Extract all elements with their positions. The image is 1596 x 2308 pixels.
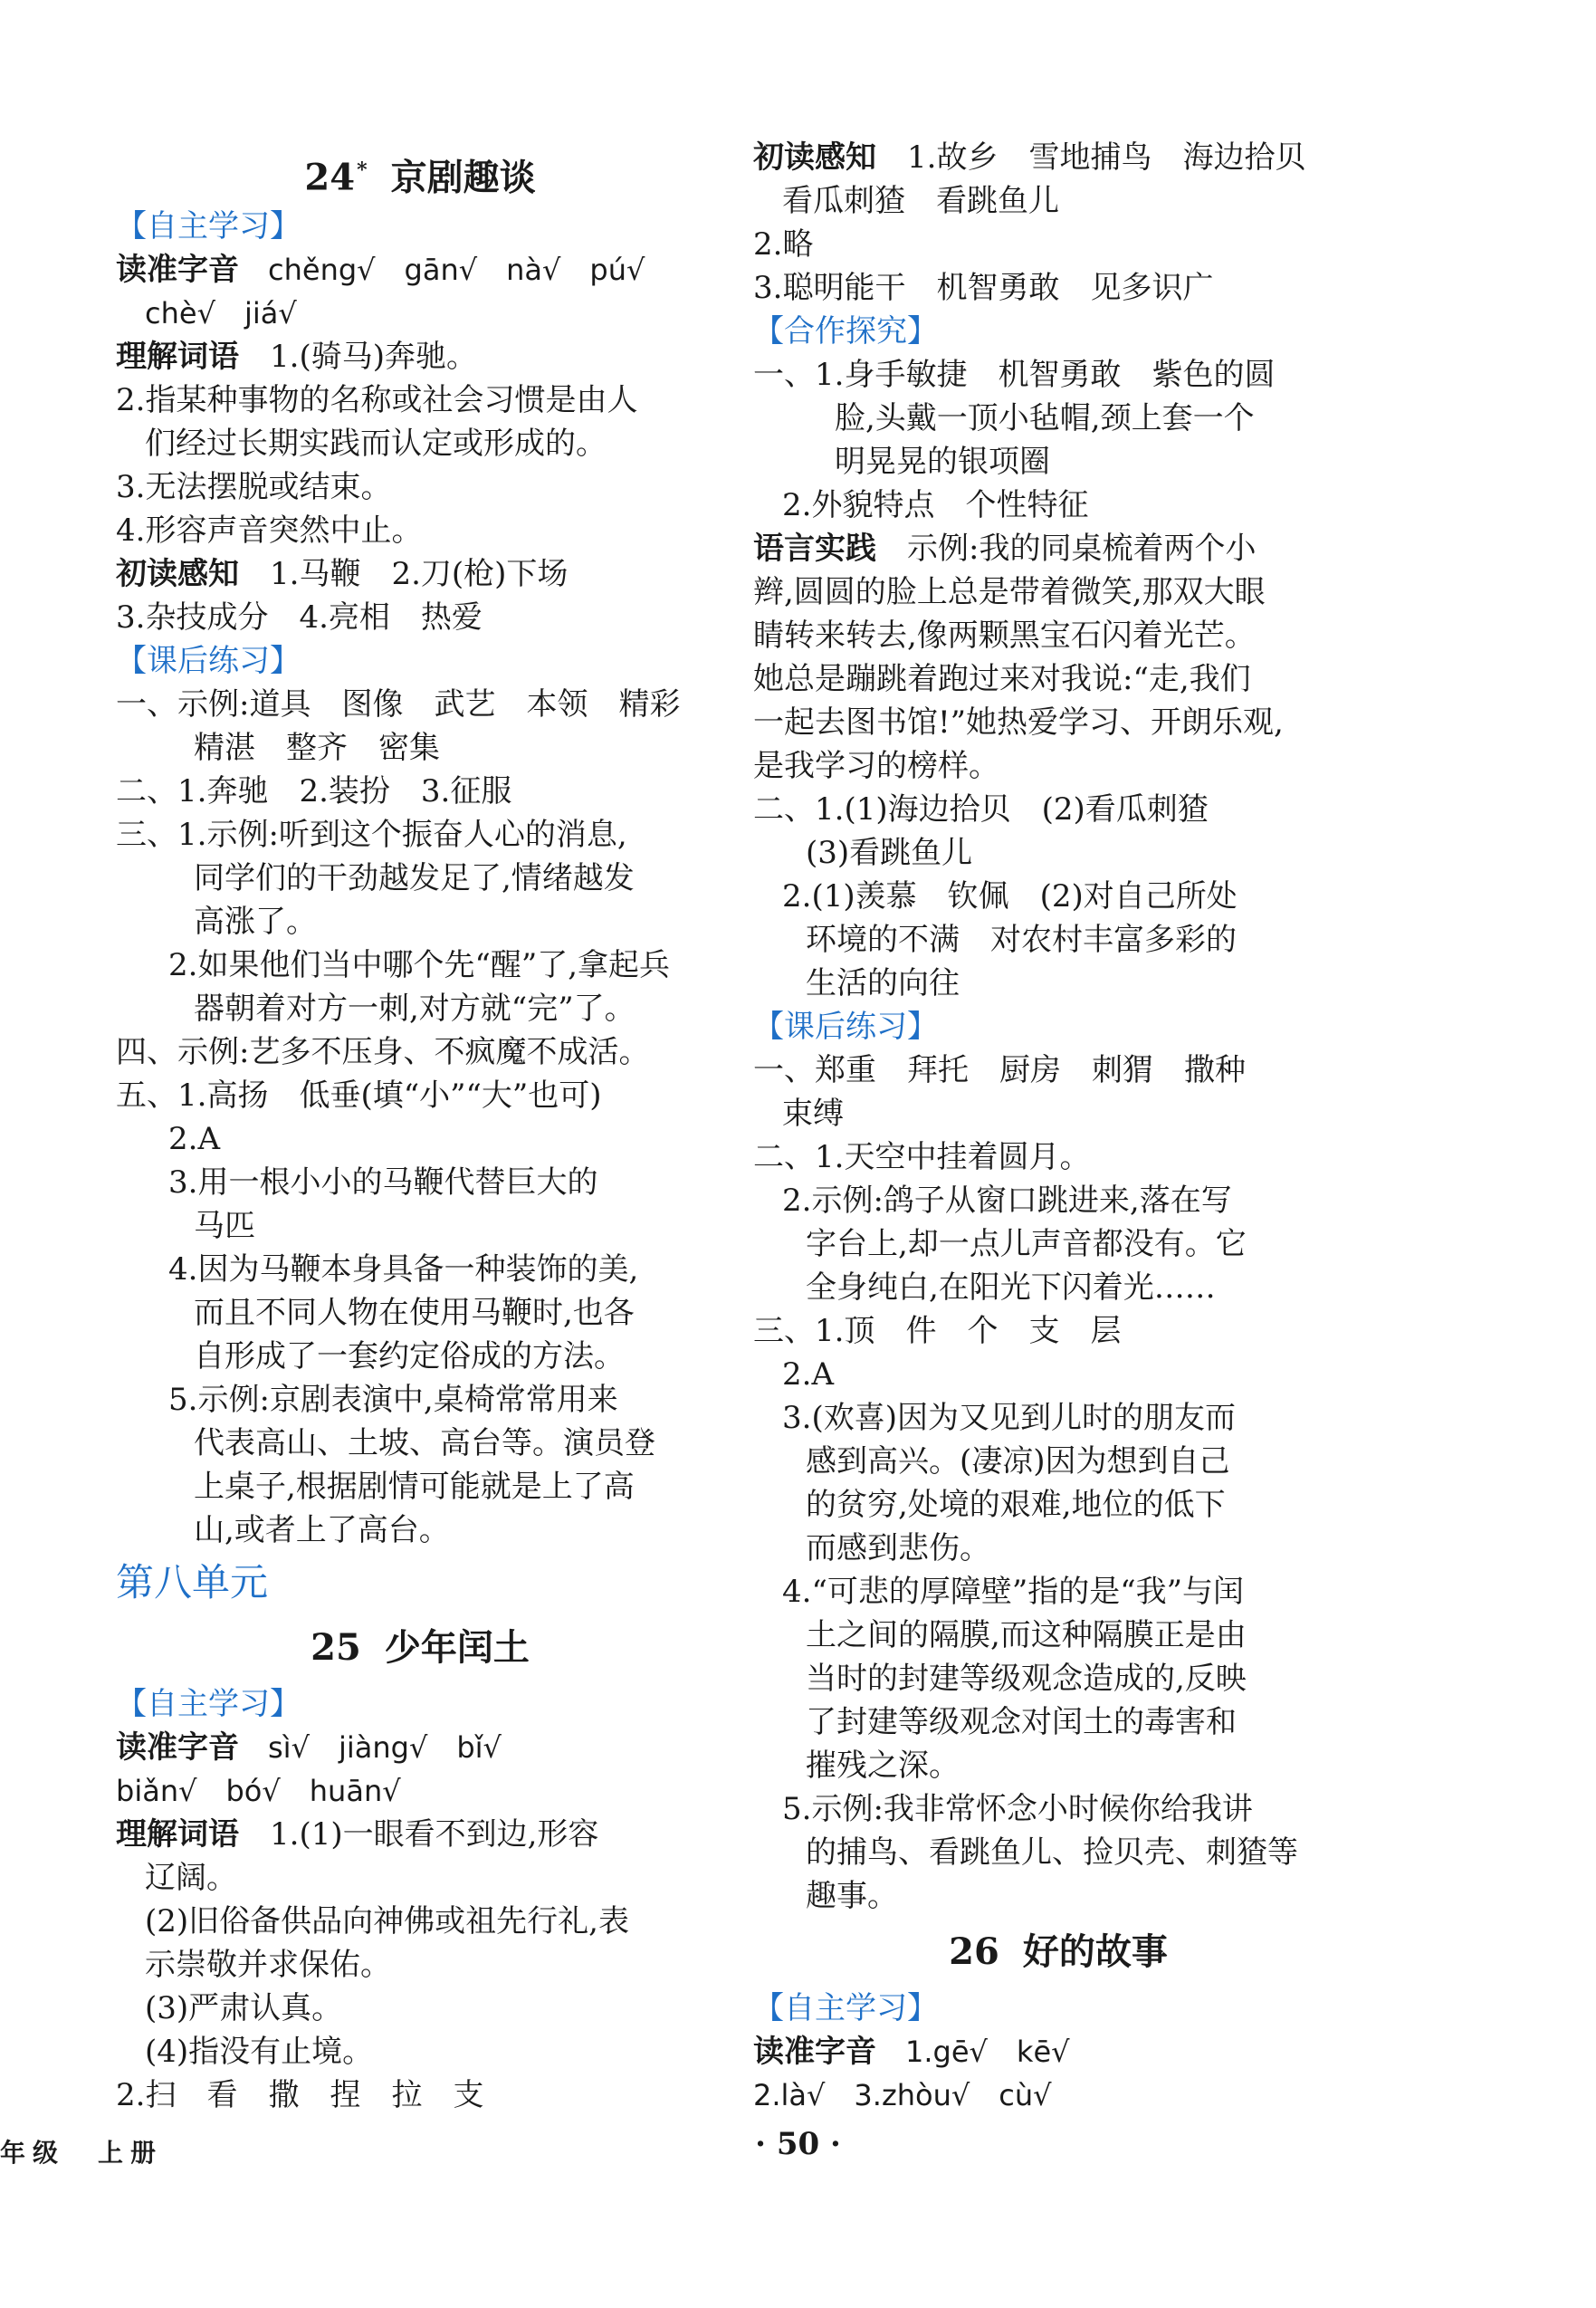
- answer-line: [753, 1527, 1363, 1570]
- answer-label: 理解词语: [116, 1816, 239, 1853]
- answer-text: 示例:我的同桌梳着两个小: [876, 531, 1257, 567]
- answer-text: 了封建等级观念对闰土的毒害和: [806, 1704, 1237, 1740]
- answer-line: [116, 1074, 724, 1117]
- answer-text: 趣事。: [806, 1878, 898, 1914]
- answer-text: 代表高山、土坡、高台等。演员登: [194, 1425, 655, 1461]
- lesson-name: 京剧趣谈: [390, 156, 536, 199]
- answer-text: 3.(欢喜)因为又见到儿时的朋友而: [782, 1400, 1236, 1436]
- answer-text: 2.A: [782, 1356, 834, 1393]
- answer-line: [753, 1700, 1363, 1744]
- lesson-title: [116, 136, 724, 205]
- answer-text: 3.聪明能干 机智勇敢 见多识广: [753, 270, 1214, 306]
- answer-line: [116, 1248, 724, 1291]
- answer-text: 2.扫 看 撒 捏 拉 支: [116, 2077, 484, 2113]
- answer-text: 而且不同人物在使用马鞭时,也各: [194, 1295, 635, 1331]
- answer-label: 理解词语: [116, 339, 239, 375]
- answer-line: [116, 1943, 724, 1987]
- answer-line: [753, 353, 1363, 397]
- answer-line: [753, 1049, 1363, 1092]
- answer-text: 辽阔。: [145, 1860, 237, 1896]
- answer-label: 初读感知: [753, 139, 876, 176]
- answer-line: [753, 223, 1363, 266]
- answer-text: 二、1.奔驰 2.装扮 3.征服: [116, 773, 512, 809]
- answer-line: [753, 2073, 1363, 2117]
- answer-line: [116, 1726, 724, 1769]
- answer-text: 四、示例:艺多不压身、不疯魔不成活。: [116, 1034, 650, 1070]
- answer-line: [116, 1813, 724, 1856]
- answer-line: [116, 2030, 724, 2073]
- answer-text: 的贫穷,处境的艰难,地位的低下: [806, 1487, 1226, 1523]
- answer-line: [116, 1204, 724, 1248]
- answer-line: [753, 1874, 1363, 1918]
- answer-text: 示崇敬并求保佑。: [145, 1947, 391, 1983]
- lesson-number: 26: [949, 1930, 999, 1973]
- answer-text: 二、1.(1)海边拾贝 (2)看瓜刺猹: [753, 791, 1209, 828]
- answer-line: [753, 136, 1363, 179]
- answer-text: 摧残之深。: [806, 1748, 960, 1784]
- answer-text: 自形成了一套约定俗成的方法。: [194, 1338, 625, 1374]
- unit-heading: 第八单元: [116, 1560, 269, 1604]
- answer-text: 们经过长期实践而认定或形成的。: [145, 426, 607, 462]
- answer-line: [116, 770, 724, 813]
- answer-line: [753, 1179, 1363, 1222]
- answer-text: 2.là√ 3.zhòu√ cù√: [753, 2078, 1052, 2112]
- answer-line: [116, 1987, 724, 2030]
- answer-text: 4.形容声音突然中止。: [116, 512, 423, 549]
- answer-line: [753, 657, 1363, 701]
- answer-text: 2.指某种事物的名称或社会习惯是由人: [116, 382, 638, 418]
- answer-line: [753, 918, 1363, 962]
- answer-line: [753, 875, 1363, 918]
- answer-text: chěng√ gān√ nà√ pú√: [239, 253, 645, 287]
- answer-text: 2.示例:鸽子从窗口跳进来,落在写: [782, 1183, 1232, 1219]
- answer-text: 看瓜刺猹 看跳鱼儿: [782, 183, 1059, 219]
- answer-text: (2)旧俗备供品向神佛或祖先行礼,表: [145, 1903, 629, 1939]
- answer-line: [116, 683, 724, 726]
- answer-line: [116, 813, 724, 857]
- answer-line: [116, 726, 724, 770]
- answer-line: [753, 1787, 1363, 1831]
- answer-line: [116, 1900, 724, 1943]
- answer-text: 同学们的干劲越发足了,情绪越发: [194, 860, 635, 896]
- answer-line: [753, 397, 1363, 440]
- answer-line: [116, 422, 724, 465]
- answer-text: 辫,圆圆的脸上总是带着微笑,那双大眼: [753, 574, 1266, 610]
- answer-text: biǎn√ bó√ huān√: [116, 1774, 401, 1808]
- lesson-name: 少年闰土: [384, 1626, 530, 1669]
- answer-text: 马匹: [194, 1208, 255, 1244]
- answer-text: 上桌子,根据剧情可能就是上了高: [194, 1469, 635, 1505]
- answer-line: [116, 552, 724, 596]
- answer-text: 2.A: [168, 1121, 220, 1157]
- answer-line: [116, 1508, 724, 1552]
- answer-line: [753, 1614, 1363, 1657]
- answer-line: [753, 266, 1363, 310]
- answer-text: 1.gē√ kē√: [876, 2035, 1070, 2069]
- answer-line: [116, 1291, 724, 1335]
- answer-text: 环境的不满 对农村丰富多彩的: [806, 922, 1237, 958]
- answer-text: 1.马鞭 2.刀(枪)下场: [239, 556, 569, 592]
- page-number: · 50 ·: [755, 2126, 841, 2162]
- answer-text: 当时的封建等级观念造成的,反映: [806, 1661, 1247, 1697]
- answer-line: [753, 1657, 1363, 1700]
- answer-text: 3.杂技成分 4.亮相 热爱: [116, 599, 483, 636]
- answer-line: [753, 1222, 1363, 1266]
- answer-line: [116, 1856, 724, 1900]
- answer-text: 高涨了。: [194, 904, 317, 940]
- answer-text: 3.无法摆脱或结束。: [116, 469, 392, 505]
- answer-line: [753, 1309, 1363, 1353]
- answer-label: 初读感知: [116, 556, 239, 592]
- answer-line: [116, 465, 724, 509]
- answer-line: [753, 788, 1363, 831]
- answer-line: [116, 596, 724, 639]
- lesson-number: 24: [304, 156, 356, 199]
- answer-line: [753, 701, 1363, 744]
- answer-line: [753, 2030, 1363, 2073]
- answer-text: 2.外貌特点 个性特征: [782, 487, 1089, 523]
- answer-text: sì√ jiàng√ bǐ√: [239, 1730, 502, 1765]
- section-heading: 【自主学习】: [753, 1990, 938, 2026]
- answer-text: 1.(骑马)奔驰。: [239, 339, 477, 375]
- section-heading: 【课后练习】: [753, 1009, 938, 1045]
- answer-text: 1.(1)一眼看不到边,形容: [239, 1816, 599, 1853]
- answer-line: [753, 440, 1363, 484]
- answer-text: 山,或者上了高台。: [194, 1512, 450, 1548]
- answer-line: [116, 987, 724, 1030]
- answer-line: [116, 900, 724, 943]
- answer-line: [116, 248, 724, 292]
- answer-line: [753, 1570, 1363, 1614]
- answer-line: [753, 1483, 1363, 1527]
- answer-text: 3.用一根小小的马鞭代替巨大的: [168, 1164, 598, 1201]
- footer-grade-label: 年级 上册: [0, 2138, 164, 2168]
- answer-line: [116, 1117, 724, 1161]
- answer-text: (3)严肃认真。: [145, 1990, 343, 2026]
- answer-label: 读准字音: [753, 2034, 876, 2070]
- answer-line: [116, 509, 724, 552]
- answer-text: 5.示例:我非常怀念小时候你给我讲: [782, 1791, 1253, 1827]
- answer-text: 一、郑重 拜托 厨房 刺猬 撒种: [753, 1052, 1246, 1088]
- answer-text: 2.如果他们当中哪个先“醒”了,拿起兵: [168, 947, 671, 983]
- answer-line: [116, 857, 724, 900]
- answer-text: 是我学习的榜样。: [753, 748, 999, 784]
- answer-line: [753, 1353, 1363, 1396]
- lesson-name: 好的故事: [1022, 1930, 1168, 1973]
- answer-line: [753, 484, 1363, 527]
- answer-text: 三、1.顶 件 个 支 层: [753, 1313, 1122, 1349]
- answer-text: 土之间的隔膜,而这种隔膜正是由: [806, 1617, 1247, 1653]
- answer-line: [116, 378, 724, 422]
- answer-text: (4)指没有止境。: [145, 2034, 374, 2070]
- answer-text: 一、示例:道具 图像 武艺 本领 精彩: [116, 686, 681, 723]
- answer-line: [753, 527, 1363, 570]
- answer-text: chè√ jiá√: [145, 296, 297, 330]
- left-column: [116, 136, 724, 2117]
- answer-line: [116, 1030, 724, 1074]
- answer-text: 2.略: [753, 226, 814, 263]
- answer-line: [753, 1396, 1363, 1440]
- lesson-title: [116, 1614, 724, 1682]
- answer-text: 2.(1)羡慕 钦佩 (2)对自己所处: [782, 878, 1238, 915]
- answer-text: 脸,头戴一顶小毡帽,颈上套一个: [835, 400, 1255, 436]
- answer-line: [116, 1335, 724, 1378]
- lesson-mark: *: [357, 158, 368, 182]
- answer-text: 精湛 整齐 密集: [194, 730, 440, 766]
- answer-line: [116, 943, 724, 987]
- answer-text: 束缚: [782, 1096, 844, 1132]
- answer-line: [116, 335, 724, 378]
- answer-line: [753, 614, 1363, 657]
- answer-line: [116, 1161, 724, 1204]
- answer-line: [753, 831, 1363, 875]
- answer-line: [753, 1092, 1363, 1135]
- answer-line: [753, 744, 1363, 788]
- answer-text: 明晃晃的银项圈: [835, 444, 1050, 480]
- right-column: [753, 136, 1363, 2117]
- answer-label: 语言实践: [753, 531, 876, 567]
- answer-text: 5.示例:京剧表演中,桌椅常常用来: [168, 1382, 618, 1418]
- answer-line: [116, 1422, 724, 1465]
- answer-text: 生活的向往: [806, 965, 960, 1001]
- answer-text: 三、1.示例:听到这个振奋人心的消息,: [116, 817, 627, 853]
- answer-text: 而感到悲伤。: [806, 1530, 990, 1566]
- answer-line: [753, 962, 1363, 1005]
- section-heading: 【自主学习】: [116, 1686, 301, 1722]
- answer-text: 一、1.身手敏捷 机智勇敢 紫色的圆: [753, 357, 1276, 393]
- answer-line: [116, 1465, 724, 1508]
- answer-line: [753, 179, 1363, 223]
- answer-line: [753, 1440, 1363, 1483]
- answer-line: [753, 1831, 1363, 1874]
- answer-text: 她总是蹦跳着跑过来对我说:“走,我们: [753, 661, 1251, 697]
- answer-text: 字台上,却一点儿声音都没有。它: [806, 1226, 1247, 1262]
- answer-line: [116, 1378, 724, 1422]
- answer-line: [116, 2073, 724, 2117]
- answer-text: 4.“可悲的厚障壁”指的是“我”与闰: [782, 1574, 1244, 1610]
- answer-line: [753, 1744, 1363, 1787]
- answer-line: [116, 1769, 724, 1813]
- answer-text: 感到高兴。(凄凉)因为想到自己: [806, 1443, 1230, 1480]
- answer-label: 读准字音: [116, 252, 239, 288]
- answer-label: 读准字音: [116, 1729, 239, 1766]
- answer-text: 器朝着对方一刺,对方就“完”了。: [194, 991, 636, 1027]
- answer-line: [116, 292, 724, 335]
- answer-text: 五、1.高扬 低垂(填“小”“大”也可): [116, 1077, 602, 1114]
- answer-text: 二、1.天空中挂着圆月。: [753, 1139, 1091, 1175]
- lesson-number: 25: [311, 1626, 361, 1669]
- lesson-title: [753, 1918, 1363, 1987]
- section-heading: 【自主学习】: [116, 208, 301, 244]
- answer-text: 全身纯白,在阳光下闪着光……: [806, 1269, 1216, 1306]
- answer-line: [753, 1135, 1363, 1179]
- answer-text: 4.因为马鞭本身具备一种装饰的美,: [168, 1251, 639, 1288]
- answer-text: 一起去图书馆!”她热爱学习、开朗乐观,: [753, 704, 1284, 741]
- answer-text: 睛转来转去,像两颗黑宝石闪着光芒。: [753, 618, 1256, 654]
- answer-text: 1.故乡 雪地捕鸟 海边拾贝: [876, 139, 1306, 176]
- section-heading: 【课后练习】: [116, 643, 301, 679]
- section-heading: 【合作探究】: [753, 313, 938, 350]
- answer-text: (3)看跳鱼儿: [806, 835, 973, 871]
- answer-line: [753, 570, 1363, 614]
- answer-text: 的捕鸟、看跳鱼儿、捡贝壳、刺猹等: [806, 1834, 1298, 1871]
- answer-line: [753, 1266, 1363, 1309]
